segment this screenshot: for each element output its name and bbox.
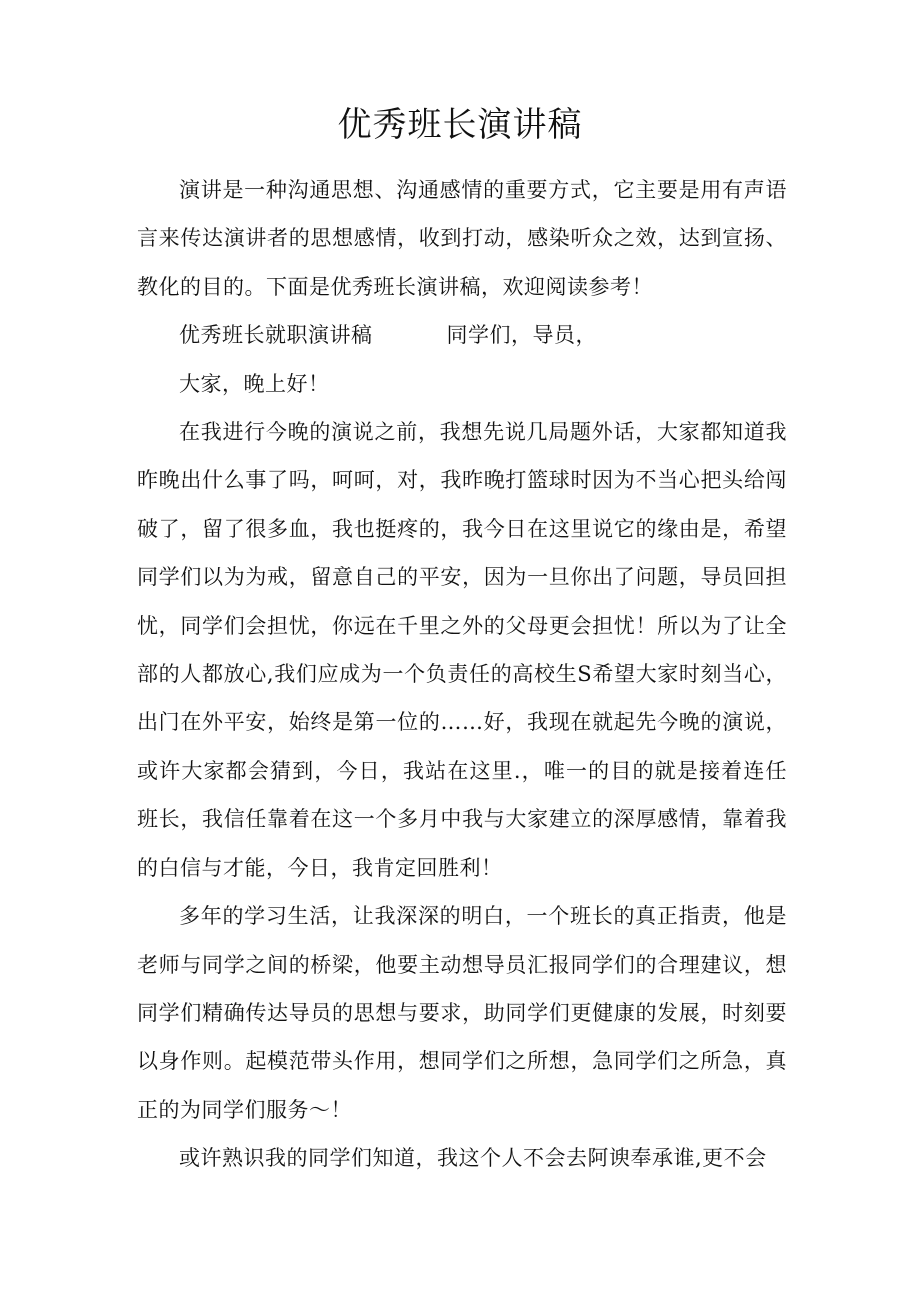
- paragraph-subheading: [137, 311, 787, 359]
- paragraph-closing: 或许熟识我的同学们知道，我这个人不会去阿谀奉承谁,更不会: [179, 1146, 767, 1171]
- paragraph-intro: 演讲是一种沟通思想、沟通感情的重要方式，它主要是用有声语言来传达演讲者的思想感情，收到打动，感染听众之效，达到宣扬、教化的目的。下面是优秀班长演讲稿，欢迎阅读参考！: [137, 178, 787, 299]
- subheading-greeting: 同学们，导员，: [446, 323, 597, 348]
- paragraph-story: 在我进行今晚的演说之前，我想先说几局题外话，大家都知道我昨晚出什么事了吗，呵呵，对，我昨晚打篮球时因为不当心把头给闯破了，留了很多血，我也挺疼的，我今日在这里说它的缘由是，希望同学们以为为戒，留意自己的平安，因为一旦你出了问题，导员回担忧，同学们会担忧，你远在千里之外的父母更会担忧！所以为了让全部的人都放心,我们应成为一个负责任的高校生S希望大家时刻当心，出门在外平安，始终是第一位的……好，我现在就起先今晚的演说，或许大家都会猜到，今日，我站在这里.，唯一的目的就是接着连任班长，我信任靠着在这一个多月中我与大家建立的深厚感情，靠着我的白信与才能，今日，我肯定回胜利！: [137, 420, 787, 880]
- document-body: [137, 166, 787, 1183]
- document-title: 优秀班长演讲稿: [337, 105, 583, 145]
- paragraph-duties: 多年的学习生活，让我深深的明白，一个班长的真正指责，他是老师与同学之间的桥梁，他要主动想导员汇报同学们的合理建议，想同学们精确传达导员的思想与要求，助同学们更健康的发展，时刻要以身作则。起模范带头作用，想同学们之所想，急同学们之所急，真正的为同学们服务～！: [137, 904, 787, 1122]
- subheading-title: 优秀班长就职演讲稿: [179, 323, 373, 348]
- paragraph-greeting: 大家，晚上好！: [179, 371, 330, 396]
